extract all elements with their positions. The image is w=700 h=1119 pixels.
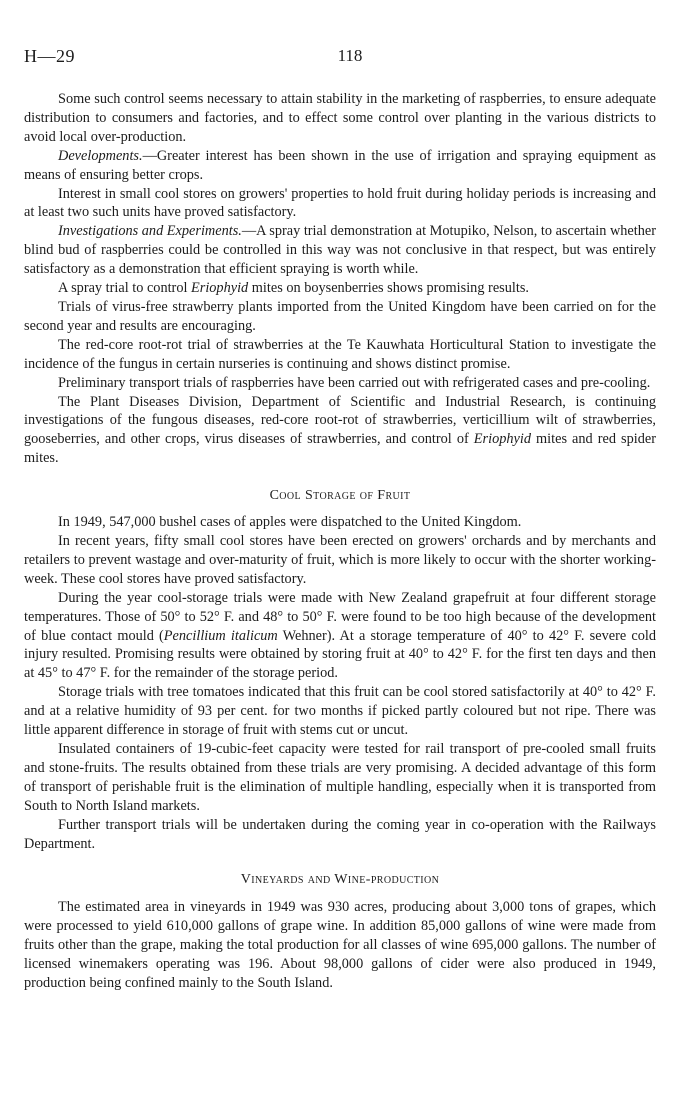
paragraph <box>24 222 656 279</box>
paragraph <box>24 147 656 185</box>
vineyards-section <box>24 898 656 993</box>
text-run: A spray trial to control <box>58 280 192 297</box>
text-run: Storage trials with tree tomatoes indicated that this fruit can be cool stored satisfactorily at 40° to 42° F. and at a relative humidity of 93 per cent. for two months if picked partly coloured but not ripe. There was little apparent difference in storage of fruit with stems cut or uncut. <box>24 684 656 739</box>
text-run: Trials of virus-free strawberry plants imported from the United Kingdom have been carried on for the second year and results are encouraging. <box>24 298 656 334</box>
section-heading-vineyards: Vineyards and Wine-production <box>240 872 440 888</box>
paragraph <box>24 90 656 147</box>
paragraph <box>24 816 656 854</box>
paragraph <box>24 740 656 816</box>
intro-section <box>24 90 656 468</box>
text-run: —Greater interest has been shown in the use of irrigation and spraying equipment as means of ensuring better crops. <box>24 147 656 183</box>
text-run: Wehner). At a storage temperature of 40° to 42° F. severe cold injury resulted. Promising results were obtained by storing fruit at 40° to 42° F. for the first ten days and then at 45° to 47° F. for the remainder of the storage period. <box>24 627 656 682</box>
italic-text: Eriophyid <box>191 280 249 297</box>
paragraph <box>24 374 656 393</box>
italic-text: Developments. <box>58 147 143 164</box>
text-run: The Plant Diseases Division, Department of Scientific and Industrial Research, is continuing investigations of the fungous diseases, red-core root-rot of strawberries, verticillium wilt of strawberries, gooseberries, and other crops, virus diseases of strawberries, and control of <box>24 393 656 448</box>
section-heading-cool-storage: Cool Storage of Fruit <box>269 488 411 504</box>
text-run: Preliminary transport trials of raspberries have been carried out with refrigerated cases and pre-cooling. <box>58 374 651 391</box>
paragraph <box>24 532 656 589</box>
paragraph <box>24 393 656 469</box>
text-run: In recent years, fifty small cool stores have been erected on growers' orchards and by merchants and retailers to prevent wastage and over-maturity of fruit, which is more likely to occur with the shorter working-week. These cool stores have proved satisfactory. <box>24 533 656 587</box>
text-run: In 1949, 547,000 bushel cases of apples were dispatched to the United Kingdom. <box>58 514 522 531</box>
text-run: The red-core root-rot trial of strawberries at the Te Kauwhata Horticultural Station to investigate the incidence of the fungus in certain nurseries is continuing and shows distinct promise. <box>24 336 656 372</box>
italic-text: Eriophyid <box>473 431 531 448</box>
italic-text: Investigations and Experiments. <box>58 223 242 240</box>
text-run: Interest in small cool stores on growers' properties to hold fruit during holiday periods is increasing and at least two such units have proved satisfactory. <box>24 185 656 221</box>
text-run: —A spray trial demonstration at Motupiko, Nelson, to ascertain whether blind bud of raspberries could be controlled in this way was not conclusive in that respect, but was entirely satisfactory as a demonstration that efficient spraying is worth while. <box>24 223 657 278</box>
text-run: The estimated area in vineyards in 1949 was 930 acres, producing about 3,000 tons of grapes, which were processed to yield 610,000 gallons of grape wine. In addition 85,000 gallons of wine were made from fruits other than the grape, making the total production for all classes of wine 695,000 gallons. The number of licensed winemakers operating was 196. About 98,000 gallons of cider were also produced in 1949, production being confined mainly to the South Island. <box>24 899 656 992</box>
paragraph <box>24 336 656 374</box>
paragraph <box>24 898 656 993</box>
text-run: Some such control seems necessary to attain stability in the marketing of raspberries, to ensure adequate distribution to consumers and factories, and to effect some control over planting in the various districts to avoid local over-production. <box>24 91 656 145</box>
italic-text: Pencillium italicum <box>163 627 278 644</box>
paragraph <box>24 185 656 223</box>
text-run: mites and red spider mites. <box>24 431 657 467</box>
paragraph <box>24 279 656 298</box>
paragraph <box>24 683 656 740</box>
text-run: During the year cool-storage trials were made with New Zealand grapefruit at four different storage temperatures. Those of 50° to 52° F. and 48° to 50° F. were found to be too high because of the development of blue contact mould ( <box>24 589 656 644</box>
document-reference: H—29 <box>24 46 75 66</box>
text-run: Insulated containers of 19-cubic-feet capacity were tested for rail transport of pre-cooled small fruits and stone-fruits. The results obtained from these trials are very promising. A decided advantage of this form of transport of perishable fruit is the elimination of multiple handling, especially when it is transported from South to North Island markets. <box>24 741 656 814</box>
page-number: 118 <box>337 46 363 65</box>
cool-storage-section <box>24 513 656 853</box>
paragraph <box>24 298 656 336</box>
paragraph <box>24 513 656 532</box>
page-body <box>24 90 656 993</box>
text-run: Further transport trials will be undertaken during the coming year in co-operation with the Railways Department. <box>24 816 656 852</box>
text-run: mites on boysenberries shows promising results. <box>248 280 529 297</box>
page-header <box>24 46 676 70</box>
paragraph <box>24 589 656 684</box>
